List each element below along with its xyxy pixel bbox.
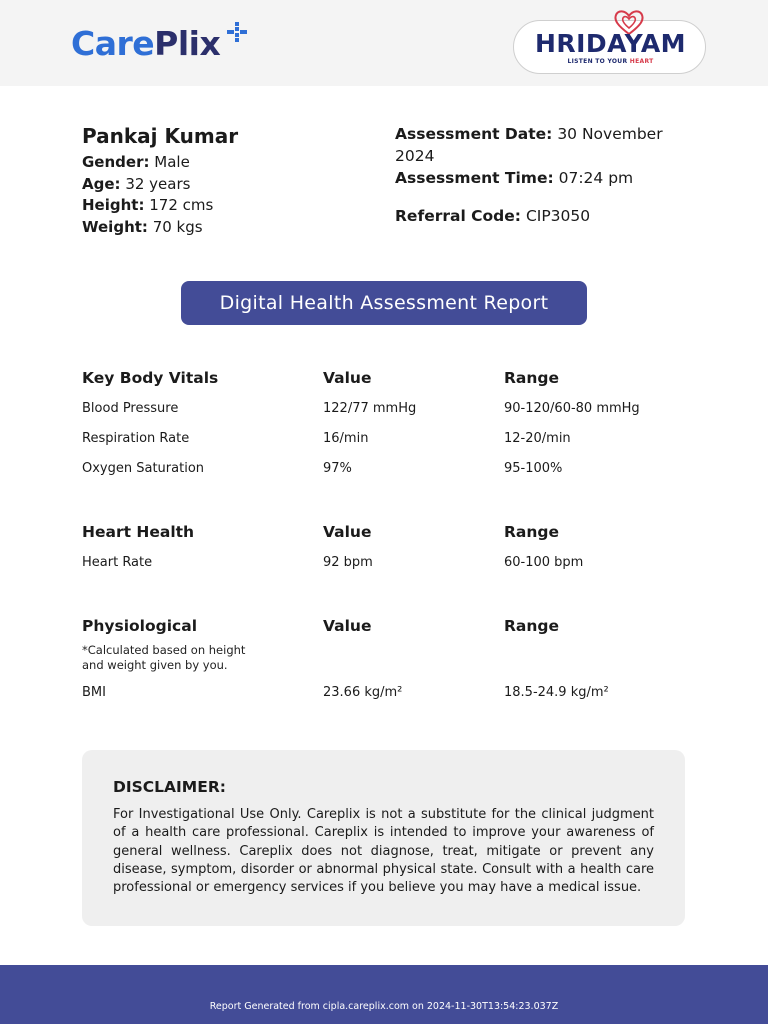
assessment-details xyxy=(395,123,695,227)
row-label: Heart Rate xyxy=(82,555,153,570)
assessment-time-label: Assessment Time: xyxy=(395,169,554,187)
heart-value-heading: Value xyxy=(323,523,372,541)
referral-code-line xyxy=(395,205,695,227)
footer-generated-text: Report Generated from cipla.careplix.com on 2024-11-30T13:54:23.037Z xyxy=(209,1001,559,1012)
report-title: Digital Health Assessment Report xyxy=(181,281,587,325)
heart-section xyxy=(82,523,702,585)
physio-heading: Physiological xyxy=(82,617,198,635)
row-range: 12-20/min xyxy=(504,431,571,446)
gender-value: Male xyxy=(154,153,190,171)
row-value: 23.66 kg/m² xyxy=(323,685,403,700)
table-row xyxy=(82,461,702,491)
logo-text-plix: Plix xyxy=(154,24,221,63)
height-label: Height: xyxy=(82,196,145,214)
assessment-date-value: 30 November 2024 xyxy=(395,125,663,165)
age-label: Age: xyxy=(82,174,121,193)
page-header xyxy=(0,0,768,86)
partner-name: HRIDAYAM xyxy=(534,29,687,58)
heart-heading: Heart Health xyxy=(82,523,195,541)
heart-range-heading: Range xyxy=(504,523,560,541)
vitals-header-row xyxy=(82,369,702,391)
assessment-time-value: 07:24 pm xyxy=(558,169,634,187)
hridayam-logo xyxy=(513,20,706,74)
vitals-section xyxy=(82,369,702,491)
height-line xyxy=(82,195,372,217)
table-row xyxy=(82,555,702,585)
assessment-time-line xyxy=(395,167,695,189)
tagline-part-a: LISTEN TO YOUR xyxy=(567,58,630,65)
bmi-calculation-note: *Calculated based on height and weight given by you. xyxy=(82,643,246,672)
row-label: Respiration Rate xyxy=(82,431,190,446)
disclaimer-box xyxy=(82,750,685,926)
row-value: 92 bpm xyxy=(323,555,373,570)
patient-details xyxy=(82,124,372,238)
heart-header-row xyxy=(82,523,702,545)
weight-line xyxy=(82,217,372,239)
height-value: 172 cms xyxy=(149,196,214,214)
vitals-range-heading: Range xyxy=(504,369,560,387)
age-line xyxy=(82,174,372,196)
careplix-logo xyxy=(71,24,220,64)
assessment-date-line xyxy=(395,123,695,167)
plus-cross-icon xyxy=(227,22,247,42)
table-row xyxy=(82,685,702,715)
partner-tagline xyxy=(514,58,707,65)
table-row xyxy=(82,431,702,461)
tagline-part-b: HEART xyxy=(629,58,654,65)
gender-line xyxy=(82,152,372,174)
vitals-heading: Key Body Vitals xyxy=(82,369,219,387)
patient-name: Pankaj Kumar xyxy=(82,124,239,148)
row-value: 16/min xyxy=(323,431,369,446)
row-value: 97% xyxy=(323,461,352,476)
disclaimer-title: DISCLAIMER: xyxy=(113,778,226,796)
row-range: 90-120/60-80 mmHg xyxy=(504,401,640,416)
physio-header-row xyxy=(82,617,702,639)
physio-section xyxy=(82,617,702,715)
weight-value: 70 kgs xyxy=(152,217,203,236)
weight-label: Weight: xyxy=(82,217,148,236)
row-range: 60-100 bpm xyxy=(504,555,584,570)
disclaimer-text: For Investigational Use Only. Careplix is not a substitute for the clinical judgment of a health care professional. Careplix is intended to improve your awareness of general wellness. Careplix does not diagnose, treat, mitigate or prevent any disease, symptom, disorder or abnormal physical state. Consult with a health care professional or emergency services if you believe you may have a medical issue. xyxy=(113,807,654,896)
row-value: 122/77 mmHg xyxy=(323,401,417,416)
page-footer xyxy=(0,965,768,1024)
logo-text-care: Care xyxy=(71,24,155,63)
referral-code-label: Referral Code: xyxy=(395,207,521,225)
physio-range-heading: Range xyxy=(504,617,560,635)
row-range: 95-100% xyxy=(504,461,563,476)
row-label: Blood Pressure xyxy=(82,401,179,416)
age-value: 32 years xyxy=(125,174,191,193)
assessment-date-label: Assessment Date: xyxy=(395,125,553,143)
physio-value-heading: Value xyxy=(323,617,372,635)
referral-code-value: CIP3050 xyxy=(525,207,591,225)
row-range: 18.5-24.9 kg/m² xyxy=(504,685,609,700)
row-label: Oxygen Saturation xyxy=(82,461,205,476)
table-row xyxy=(82,401,702,431)
vitals-value-heading: Value xyxy=(323,369,372,387)
gender-label: Gender: xyxy=(82,153,150,171)
row-label: BMI xyxy=(82,685,106,700)
